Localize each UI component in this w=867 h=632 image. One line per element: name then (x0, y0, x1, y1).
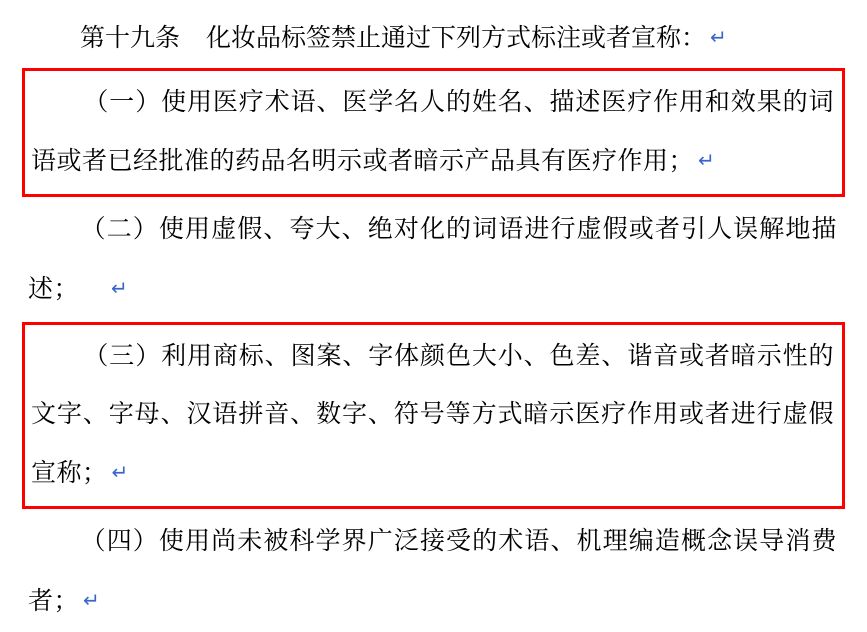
list-item-1 (31, 73, 834, 190)
pilcrow-icon: ↵ (111, 460, 129, 484)
article-number: 第十九条 (80, 24, 181, 52)
list-item-2-text: （二）使用虚假、夸大、绝对化的词语进行虚假或者引人误解地描述； (28, 215, 837, 303)
article-heading-text: 化妆品标签禁止通过下列方式标注或者宣称： (206, 24, 707, 52)
list-item-4-text: （四）使用尚未被科学界广泛接受的术语、机理编造概念误导消费者； (28, 527, 837, 615)
highlight-box-item-1 (22, 68, 845, 197)
plain-block-item-2 (22, 200, 845, 319)
pilcrow-icon: ↵ (710, 25, 727, 49)
pilcrow-icon: ↵ (698, 148, 716, 172)
plain-block-item-4 (22, 512, 845, 631)
list-item-4 (28, 512, 837, 631)
pilcrow-icon: ↵ (83, 588, 101, 612)
highlight-box-item-3 (22, 322, 845, 509)
list-item-2 (28, 200, 837, 319)
list-item-3 (31, 327, 834, 502)
list-item-1-text: （一）使用医疗术语、医学名人的姓名、描述医疗作用和效果的词语或者已经批准的药品名明示或者暗示产品具有医疗作用； (31, 88, 834, 175)
list-item-3-text: （三）利用商标、图案、字体颜色大小、色差、谐音或者暗示性的文字、字母、汉语拼音、数字、符号等方式暗示医疗作用或者进行虚假宣称； (31, 342, 834, 487)
pilcrow-icon: ↵ (111, 276, 129, 300)
article-heading (22, 10, 845, 65)
